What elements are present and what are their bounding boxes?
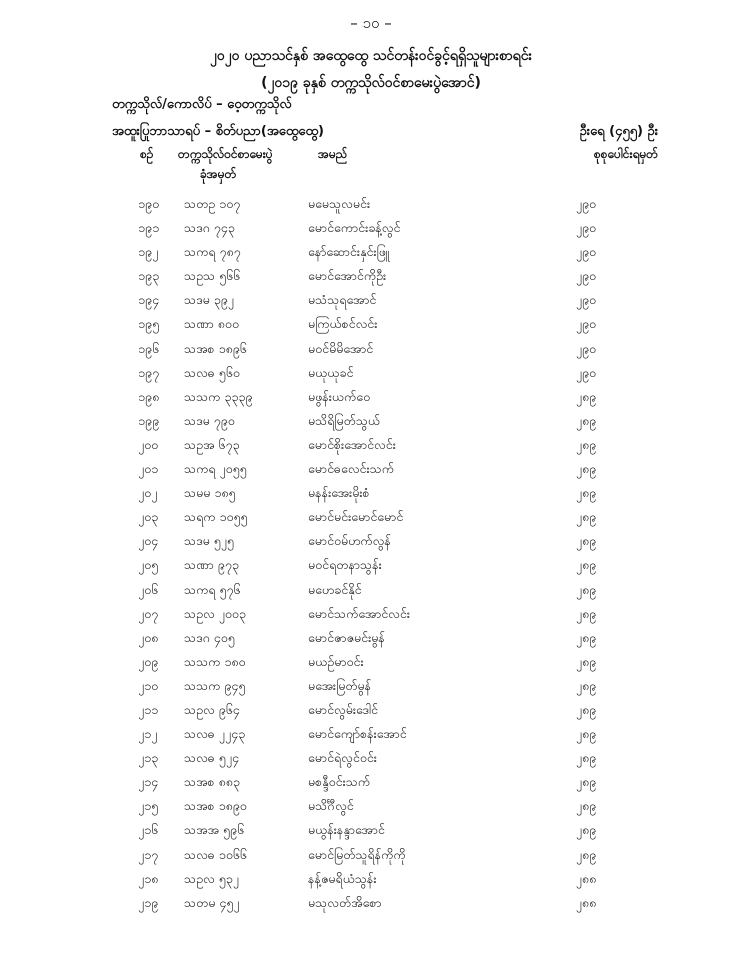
total-marks: ၂၉၀ — [575, 244, 597, 260]
student-name: မောင်ဝမ်ဟက်လွန် — [308, 533, 391, 549]
total-marks: ၂၈၉ — [575, 533, 597, 549]
row-number: ၂၀၅ — [138, 557, 159, 573]
row-number: ၂၁၄ — [138, 774, 159, 790]
total-marks: ၂၉၀ — [575, 220, 597, 236]
table-row — [0, 312, 742, 336]
student-name: မောင်ရဲလွင်ဝင်း — [308, 750, 377, 766]
roll-number: သဥလ ၉၆၄ — [184, 701, 240, 717]
roll-number: သလဓ ၁၀၆၆ — [184, 846, 247, 862]
roll-number: သဒမ ၇၉၀ — [184, 412, 235, 428]
table-row — [0, 794, 742, 818]
table-row — [0, 698, 742, 722]
student-name: မောင်အောင်ကိုဦး — [308, 268, 387, 284]
row-number: ၁၉၇ — [138, 364, 160, 380]
column-header-marks: စုစုပေါင်းရမှတ် — [593, 147, 658, 161]
table-row — [0, 216, 742, 240]
column-header-name: အမည် — [318, 147, 348, 161]
table-row — [0, 722, 742, 746]
page-number: – ၁၀ – — [350, 14, 392, 32]
row-number: ၂၁၅ — [138, 798, 159, 814]
student-name: နော်ဆောင်းနှင်းဖြူ — [308, 244, 390, 260]
roll-number: သကရ ၇၈၇ — [184, 244, 241, 260]
student-name: မနန်းအေးမိုးစံ — [308, 485, 370, 501]
table-row — [0, 505, 742, 529]
specialization-label: အထူးပြုဘာသာရပ် – စိတ်ပညာ(အထွေထွေ) — [112, 124, 324, 139]
total-marks: ၂၉၀ — [575, 196, 597, 211]
roll-number: သကရ ၂၀၅၅ — [184, 461, 247, 477]
row-number: ၂၀၆ — [138, 581, 159, 597]
table-row — [0, 626, 742, 650]
roll-number: သဥသ ၅၆၆ — [184, 268, 241, 284]
roll-number: သသက ၃၃၃၉ — [184, 388, 253, 404]
total-marks: ၂၈၈ — [575, 870, 597, 886]
roll-number: သဥအ ၆၇၃ — [184, 436, 240, 452]
row-number: ၂၀၀ — [138, 436, 159, 452]
student-name: မကြယ်စင်လင်း — [308, 316, 378, 332]
row-number: ၂၀၈ — [138, 629, 159, 645]
roll-number: သအစ ၈၈၃ — [184, 774, 240, 790]
student-name: မယွန်းနန္ဒာအောင် — [308, 822, 385, 838]
student-name: မောင်ကျော်စန်းအောင် — [308, 726, 407, 742]
student-name: နန့်ဇမရိယံသွန်း — [308, 870, 377, 886]
row-number: ၂၁၈ — [138, 870, 159, 886]
total-marks: ၂၈၉ — [575, 677, 597, 693]
roll-number: သလဓ ၅၆၀ — [184, 364, 240, 380]
student-name: မောင်ကောင်းခန့်လွင် — [308, 220, 401, 236]
roll-number: သတမ ၄၅၂ — [184, 894, 240, 910]
total-marks: ၂၈၉ — [575, 485, 597, 501]
total-marks: ၂၉၀ — [575, 268, 597, 284]
table-row — [0, 602, 742, 626]
row-number: ၂၁၀ — [138, 677, 159, 693]
total-marks: ၂၈၉ — [575, 774, 597, 790]
row-number: ၁၉၉ — [138, 412, 160, 428]
student-name: မောင်ဓလေင်းသက် — [308, 461, 394, 477]
total-marks: ၂၈၉ — [575, 509, 597, 525]
row-number: ၁၉၆ — [138, 340, 160, 356]
table-row — [0, 746, 742, 770]
row-number: ၂၀၉ — [138, 653, 159, 669]
row-number: ၂၁၆ — [138, 822, 159, 838]
roll-number: သလဓ ၂၂၄၃ — [184, 726, 246, 742]
roll-number: သအစ ၁၈၉၀ — [184, 798, 247, 814]
table-row — [0, 578, 742, 602]
student-name: မအေးမြတ်မွန် — [308, 677, 372, 693]
roll-number: သဏာ ၈၀၀ — [184, 316, 239, 332]
roll-number: သကရ ၅၇၆ — [184, 581, 241, 597]
student-name: မသိရိမြတ်သွယ် — [308, 412, 381, 428]
student-name: မစန္ဒီဝင်းသက် — [308, 774, 371, 790]
student-name: မဝင်မိမိအောင် — [308, 340, 374, 356]
student-name: မောင်မင်းမောင်မောင် — [308, 509, 404, 525]
row-number: ၂၀၂ — [138, 485, 158, 501]
row-number: ၂၁၇ — [138, 846, 159, 862]
total-marks: ၂၈၉ — [575, 581, 597, 597]
total-marks: ၂၈၉ — [575, 412, 597, 428]
total-marks: ၂၈၉ — [575, 798, 597, 814]
roll-number: သအအ ၅၉၆ — [184, 822, 245, 838]
table-row — [0, 770, 742, 794]
row-number: ၂၀၄ — [138, 533, 159, 549]
table-row — [0, 457, 742, 481]
table-row — [0, 264, 742, 288]
row-number: ၁၉၁ — [138, 220, 160, 236]
row-number: ၂၀၇ — [138, 605, 159, 621]
table-row — [0, 433, 742, 457]
row-number: ၁၉၂ — [138, 244, 159, 260]
student-name: မောင်စိုးအောင်လင်း — [308, 436, 396, 452]
total-marks: ၂၉၀ — [575, 364, 597, 380]
total-marks: ၂၈၉ — [575, 461, 597, 477]
row-number: ၂၀၁ — [138, 461, 159, 477]
total-marks: ၂၈၈ — [575, 894, 597, 910]
roll-number: သမမ ၁၈၅ — [184, 485, 236, 501]
table-row — [0, 891, 742, 915]
student-name: မောင်မြတ်သူရိန်ကိုကို — [308, 846, 406, 862]
row-number: ၁၉၈ — [138, 388, 160, 404]
student-name: မဖွန်းယက်ဝေ — [308, 388, 371, 404]
table-row — [0, 867, 742, 891]
row-number: ၂၁၉ — [138, 894, 159, 910]
total-marks: ၂၉၀ — [575, 292, 597, 308]
total-marks: ၂၈၉ — [575, 726, 597, 742]
roll-number: သရက ၁၀၅၅ — [184, 509, 248, 525]
table-row — [0, 529, 742, 553]
total-marks: ၂၈၉ — [575, 388, 597, 404]
row-number: ၂၁၂ — [138, 726, 158, 742]
document-subtitle: (၂၀၁၉ ခုနှစ် တက္ကသိုလ်ဝင်စာမေးပွဲအောင်) — [261, 75, 481, 91]
table-row — [0, 553, 742, 577]
student-name: မဟေခင်နိုင် — [308, 581, 362, 597]
total-marks: ၂၈၉ — [575, 846, 597, 862]
student-name: မသုလတ်အိစော — [308, 894, 382, 910]
roll-number: သတဥ ၁၀၇ — [184, 196, 241, 211]
roll-number: သဒဂ ၄၀၅ — [184, 629, 235, 645]
roll-number: သအစ ၁၈၉၆ — [184, 340, 247, 356]
table-row — [0, 818, 742, 842]
row-number: ၁၉၄ — [138, 292, 160, 308]
roll-number: သဥလ ၅၃၂ — [184, 870, 239, 886]
total-marks: ၂၈၉ — [575, 436, 597, 452]
student-name: မယုယုခင် — [308, 364, 354, 380]
table-row — [0, 409, 742, 433]
table-row — [0, 650, 742, 674]
table-row — [0, 481, 742, 505]
row-number: ၁၉၅ — [138, 316, 160, 332]
roll-number: သဒဂ ၇၄၃ — [184, 220, 235, 236]
table-row — [0, 843, 742, 867]
roll-number: သသက ၁၈၀ — [184, 653, 246, 669]
table-row — [0, 361, 742, 385]
student-name: မမေသူလမင်း — [308, 196, 371, 211]
total-marks: ၂၉၀ — [575, 340, 597, 356]
table-row — [0, 288, 742, 312]
column-header-roll-number: ခုံအမှတ် — [200, 167, 237, 181]
student-name: မသံသုရအောင် — [308, 292, 377, 308]
total-marks: ၂၈၉ — [575, 750, 597, 766]
student-name: မောင်သက်အောင်လင်း — [308, 605, 410, 621]
roll-number: သသက ၉၄၅ — [184, 677, 246, 693]
total-marks: ၂၈၉ — [575, 653, 597, 669]
student-name: မဝင်ရတနာသွန်း — [308, 557, 382, 573]
roll-number: သဒမ ၃၉၂ — [184, 292, 234, 308]
roll-number: သဏာ ၉၇၃ — [184, 557, 239, 573]
student-name: မသိင်္ဂီလွင် — [308, 798, 354, 814]
table-row — [0, 385, 742, 409]
quota-label: ဦးရေ (၄၅၅) ဦး — [579, 124, 658, 139]
table-row — [0, 192, 742, 216]
row-number: ၂၁၁ — [138, 701, 159, 717]
results-table — [0, 192, 742, 915]
document-title: ၂၀၂၀ ပညာသင်နှစ် အထွေထွေ သင်တန်းဝင်ခွင့်ရရှိသူများစာရင်း — [209, 48, 533, 64]
table-row — [0, 240, 742, 264]
total-marks: ၂၈၉ — [575, 557, 597, 573]
row-number: ၁၉၃ — [138, 268, 160, 284]
row-number: ၂၁၃ — [138, 750, 159, 766]
column-header-roll: တက္ကသိုလ်ဝင်စာမေးပွဲ — [178, 147, 273, 161]
roll-number: သဒမ ၅၂၅ — [184, 533, 234, 549]
total-marks: ၂၉၀ — [575, 316, 597, 332]
student-name: မောင်ဇာဇမင်းမွန် — [308, 629, 385, 645]
roll-number: သဥလ ၂၀၀၃ — [184, 605, 246, 621]
university-label: တက္ကသိုလ်/ကောလိပ် – ဝေ့တက္ကသိုလ် — [112, 97, 292, 112]
table-row — [0, 337, 742, 361]
table-row — [0, 674, 742, 698]
total-marks: ၂၈၉ — [575, 605, 597, 621]
student-name: မောင်လွမ်းဒေါင် — [308, 701, 378, 717]
roll-number: သလဓ ၅၂၄ — [184, 750, 240, 766]
student-name: မယဉ်မာဝင်း — [308, 653, 364, 669]
total-marks: ၂၈၉ — [575, 701, 597, 717]
row-number: ၁၉၀ — [138, 196, 160, 211]
total-marks: ၂၈၉ — [575, 629, 597, 645]
column-header-no: စဉ် — [140, 147, 154, 161]
row-number: ၂၀၃ — [138, 509, 159, 525]
total-marks: ၂၈၉ — [575, 822, 597, 838]
